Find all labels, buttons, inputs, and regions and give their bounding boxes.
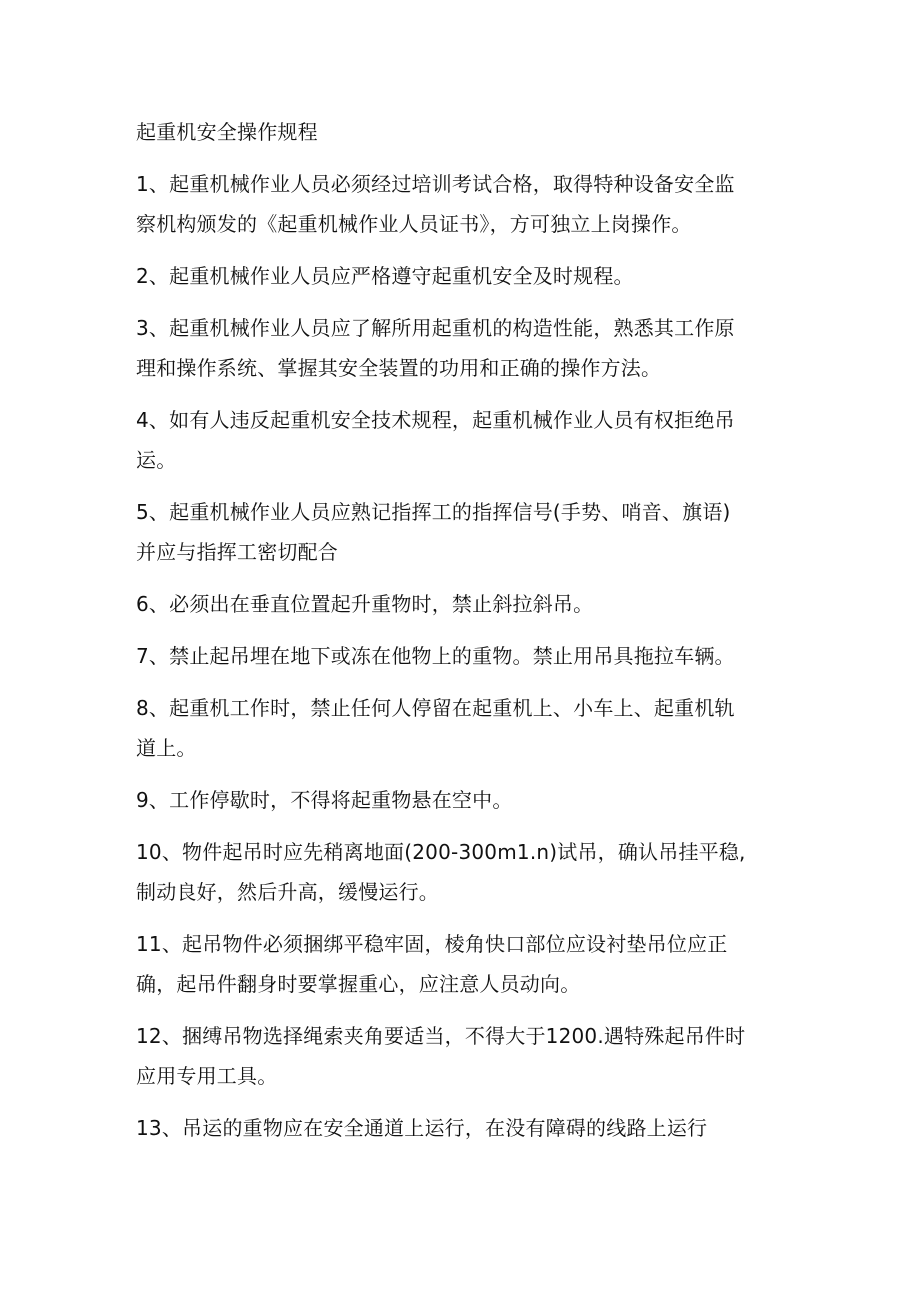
rule-line: 运。 xyxy=(136,448,177,472)
rule-line: 1、起重机械作业人员必须经过培训考试合格，取得特种设备安全监 xyxy=(136,172,735,196)
rule-item-12 xyxy=(136,1016,776,1096)
rule-line: 确，起吊件翻身时要掌握重心，应注意人员动向。 xyxy=(136,972,581,996)
rule-line: 9、工作停歇时，不得将起重物悬在空中。 xyxy=(136,788,513,812)
rule-line: 13、吊运的重物应在安全通道上运行，在没有障碍的线路上运行 xyxy=(136,1116,708,1140)
rule-item-1 xyxy=(136,164,776,244)
rule-item-11 xyxy=(136,924,776,1004)
rule-line: 道上。 xyxy=(136,736,197,760)
rule-item-13 xyxy=(136,1108,776,1148)
rule-item-4 xyxy=(136,400,776,480)
rule-line: 12、捆缚吊物选择绳索夹角要适当，不得大于1200.遇特殊起吊件时 xyxy=(136,1024,746,1048)
rule-line: 应用专用工具。 xyxy=(136,1064,278,1088)
rule-item-3 xyxy=(136,308,776,388)
rule-item-6 xyxy=(136,584,776,624)
rule-line: 7、禁止起吊埋在地下或冻在他物上的重物。禁止用吊具拖拉车辆。 xyxy=(136,644,735,668)
rule-line: 3、起重机械作业人员应了解所用起重机的构造性能，熟悉其工作原 xyxy=(136,316,735,340)
document-body xyxy=(136,112,776,1148)
rule-line: 5、起重机械作业人员应熟记指挥工的指挥信号(手势、哨音、旗语) xyxy=(136,500,731,524)
rule-item-10 xyxy=(136,832,776,912)
rule-line: 4、如有人违反起重机安全技术规程，起重机械作业人员有权拒绝吊 xyxy=(136,408,735,432)
rule-line: 并应与指挥工密切配合 xyxy=(136,540,338,564)
rule-item-2 xyxy=(136,256,776,296)
spacer xyxy=(136,152,776,164)
rule-line: 11、起吊物件必须捆绑平稳牢固，棱角快口部位应设衬垫吊位应正 xyxy=(136,932,728,956)
rule-item-9 xyxy=(136,780,776,820)
rule-line: 2、起重机械作业人员应严格遵守起重机安全及时规程。 xyxy=(136,264,634,288)
rule-line: 10、物件起吊时应先稍离地面(200-300m1.n)试吊，确认吊挂平稳, xyxy=(136,840,746,864)
rule-line: 察机构颁发的《起重机械作业人员证书》，方可独立上岗操作。 xyxy=(136,212,692,236)
rule-line: 理和操作系统、掌握其安全装置的功用和正确的操作方法。 xyxy=(136,356,662,380)
rule-line: 6、必须出在垂直位置起升重物时，禁止斜拉斜吊。 xyxy=(136,592,594,616)
document-title: 起重机安全操作规程 xyxy=(136,120,318,144)
rule-line: 制动良好，然后升高，缓慢运行。 xyxy=(136,880,439,904)
rule-line: 8、起重机工作时，禁止任何人停留在起重机上、小车上、起重机轨 xyxy=(136,696,735,720)
title-row xyxy=(136,112,776,152)
rule-item-8 xyxy=(136,688,776,768)
rule-item-7 xyxy=(136,636,776,676)
rule-item-5 xyxy=(136,492,776,572)
